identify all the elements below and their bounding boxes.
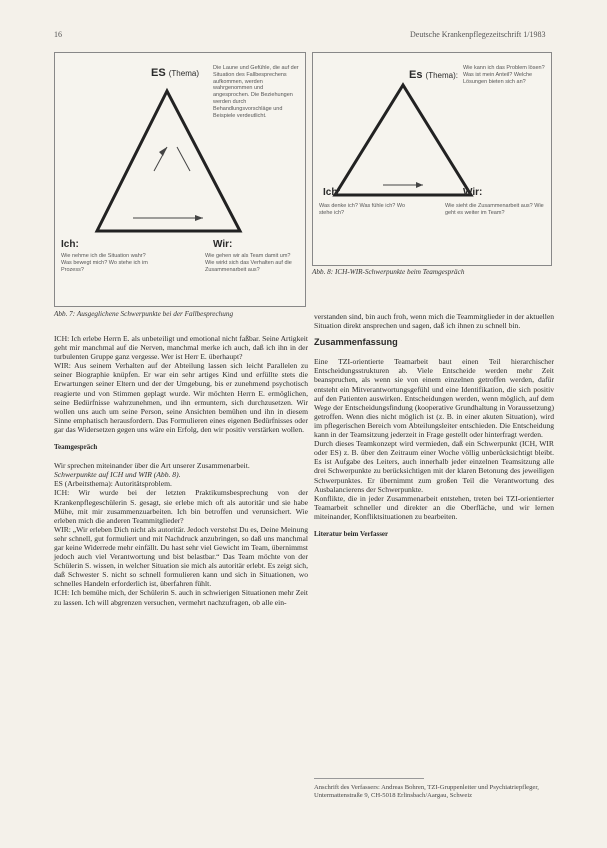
team-wir-1: WIR: „Wir erleben Dich nicht als autoritär. Jedoch verstehst Du es, Deine Meinung sehr schnell, gut formuliert und mit Nachdruck anzubringen, so daß uns manchmal gar keine Widerrede mehr einfällt. Du hast sehr viel Gewicht im Team, übernimmst jedoch auch viel Verantwortung und bist belastbar.“ Das Team möchte von der Schülerin S. wissen, in welcher Situation sie mich als autoritär erlebt. Es zeigt sich, daß Schwester S. nicht so schnell formulieren kann und sich in Situationen, wo schnelles Handeln erforderlich ist, überfahren fühlt. — [54, 524, 308, 589]
left-column — [54, 334, 308, 607]
es-title: ES — [151, 67, 166, 79]
author-address: Anschrift des Verfassers: Andreas Bohren, TZI-Gruppenleiter und Psychiatriepfleger, Untermattenstraße 9, CH-5018 Erlinsbach/Aargau, Schweiz — [314, 784, 539, 799]
team-ich-1: ICH: Wir wurde bei der letzten Praktikumsbesprechung von der Krankenpflegeschülerin S. gesagt, sie erlebe mich oft als autoritär und sie habe Mühe, mit mir zusammenzuarbeiten. Ich bin betroffen und verunsichert. Wie erleben mich die anderen Teammitglieder? — [54, 488, 308, 525]
team-subtitle: Schwerpunkte auf ICH und WIR (Abb. 8). — [54, 470, 181, 480]
team-es-line: ES (Arbeitsthema): Autoritätsproblem. — [54, 479, 172, 489]
wir-label-2: Wir: — [463, 187, 483, 198]
page-number: 16 — [54, 30, 62, 39]
es-label — [151, 67, 199, 79]
ich-note: Wie nehme ich die Situation wahr? Was bewegt mich? Wo stehe ich im Prozess? — [61, 253, 148, 273]
es-subtitle-2: (Thema): — [425, 71, 458, 80]
figure-caption-1: Abb. 7: Ausgeglichene Schwerpunkte bei der Fallbesprechung — [54, 310, 234, 318]
continued-paragraph: verstanden sind, bin auch froh, wenn mich die Teammitglieder in der aktuellen Situation direkt ansprechen und sagen, daß ich ihnen zu schnell bin. — [314, 312, 554, 331]
wir-note: Wie gehen wir als Team damit um? Wie wirkt sich das Verhalten auf die Zusammenarbeit aus? — [205, 253, 292, 273]
figure-caption-2: Abb. 8: ICH-WIR-Schwerpunkte beim Teamgespräch — [312, 268, 465, 276]
es-label-2 — [409, 69, 458, 81]
top-note: Die Laune und Gefühle, die auf der Situation des Fallbesprechens aufkommen, werden wahrgenommen und angesprochen. Die Beziehungen werden durch Behandlungsvorschläge und Beispiele verdeutlicht. — [213, 65, 299, 119]
figure-ich-wir — [312, 52, 552, 266]
right-column — [314, 312, 554, 539]
summary-p2: Durch dieses Teamkonzept wird vermieden, daß ein Schwerpunkt (ICH, WIR oder ES) z. B. über den Zeitraum einer Woche völlig unberücksichtigt bleibt. Es ist Aufgabe des Leiters, auch innerhalb jeder einzelnen Teamsitzung alle drei Schwerpunkte zu berücksichtigen mit der klaren Betonung des jeweiligen Schwerpunktes. Er übernimmt zum großen Teil die Verantwortung des Ausbalancierens der Schwerpunkte. — [314, 439, 554, 494]
wir-note-2: Wie sieht die Zusammenarbeit aus? Wie geht es weiter im Team? — [445, 203, 544, 216]
es-title-2: Es — [409, 69, 423, 81]
wir-label: Wir: — [213, 239, 233, 250]
references-note: Literatur beim Verfasser — [314, 529, 389, 538]
figure-balanced — [54, 52, 306, 307]
top-note-2: Wie kann ich das Problem lösen? Was ist mein Anteil? Welche Lösungen bieten sich an? — [463, 65, 545, 85]
summary-p3: Konflikte, die in jeder Zusammenarbeit entstehen, treten bei TZI-orientierter Teamarbeit schneller und direkter an die Oberfläche, und wir lernen miteinander, Konfliktsituationen zu bearbeiten. — [314, 493, 554, 521]
section-heading-team: Teamgespräch — [54, 443, 98, 452]
summary-p1: Eine TZI-orientierte Teamarbeit baut einen Teil hierarchischer Entscheidungsstrukturen ab. Viele Entscheide werden mehr Zeit beanspruchen, als wenn sie von einem einzelnen getroffen werden, dafür entsteht ein Mitverantwortungsgefühl und eine Identifikation, die sich positiv auf den Patienten auswirken. Entscheidungen werden, wenn möglich, auf dem Wege der Entscheidungsfindung (kooperative Grundhaltung in Voraussetzung) getroffen. Wenn dies nicht möglich ist (z. B. in einer akuten Situation), wird im pflegerischen Bereich vom Abteilungsleiter entschieden. Die Entscheidung kann in der Teamsitzung jederzeit in Frage gestellt oder hinterfragt werden. — [314, 357, 554, 440]
ich-label-2: Ich: — [323, 187, 341, 198]
footnote-rule — [314, 778, 424, 779]
team-ich-2: ICH: Ich bemühe mich, der Schülerin S. auch in schwierigen Situationen mehr Zeit zu lassen. Ich will abgrenzen versuchen, vermehrt nachzufragen, ob alle ein- — [54, 588, 308, 607]
journal-header: Deutsche Krankenpflegezeitschrift 1/1983 — [410, 30, 546, 39]
ich-label: Ich: — [61, 239, 79, 250]
es-subtitle: (Thema) — [168, 69, 199, 78]
paragraph-wir: WIR: Aus seinem Verhalten auf der Abteilung lassen sich leicht Parallelen zu seiner Biographie knüpfen. Er war ein sehr artiges Kind und erfüllte stets die Erwartungen seiner Eltern und der der Umgebung, bis er zunehmend psychotisch reagierte und von Stimmen geplagt wurde. Wir möchten Herrn E. ermöglichen, seine Bedürfnisse wahrzunehmen, und ihn ermuntern, sich durchzusetzen. Wir wollen uns auch um seine Person, seine Ansichten bemühen und ihn in diesem Sinne emphatisch herausfordern. Das Formulieren eines eigenen Bedürfnisses oder gar das Widersetzen gegen uns wäre ein Erfolg, den wir positiv verstärken wollen. — [54, 361, 308, 434]
team-intro: Wir sprechen miteinander über die Art unserer Zusammenarbeit. — [54, 461, 250, 471]
paragraph-ich: ICH: Ich erlebe Herrn E. als unbeteiligt und emotional nicht faßbar. Seine Artigkeit geht mir manchmal auf die Nerven, manchmal merke ich auch, daß ich ihn in der turbulenten Gruppe ganz vergesse. Wer ist Herr E. überhaupt? — [54, 334, 308, 362]
heading-zusammenfassung: Zusammenfassung — [314, 337, 398, 348]
ich-note-2: Was denke ich? Was fühle ich? Wo stehe ich? — [319, 203, 406, 216]
